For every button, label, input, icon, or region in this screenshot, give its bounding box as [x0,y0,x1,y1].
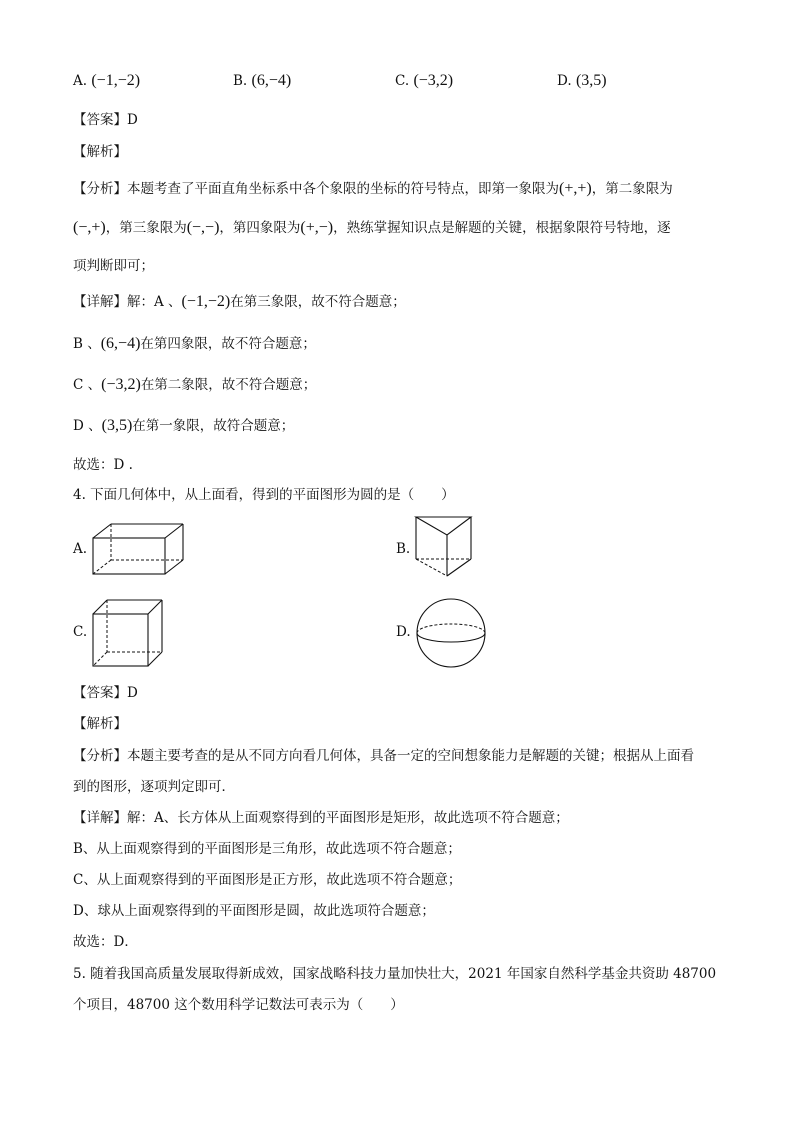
q4-option-b-label: B. [396,541,411,557]
q3-jiexi-heading: 【解析】 [73,144,127,160]
q4-detail-c: C、从上面观察得到的平面图形是正方形，故此选项不符合题意； [73,872,462,888]
q4-detail-d: D、球从上面观察得到的平面图形是圆，故此选项符合题意； [73,903,435,919]
option-a-letter: A. [73,73,88,89]
q4-question: 4. 下面几何体中，从上面看，得到的平面图形为圆的是（ ） [73,487,455,503]
q3-conclusion: 故选：D . [73,457,133,473]
q3-detail-text: 【详解】解：A 、 [73,294,182,310]
q3-detail-coord: (−3,2) [101,376,141,393]
q4-option-d-label: D. [396,624,411,640]
q3-detail-text: 在第三象限，故不符合题意； [230,294,406,310]
q4-detail-a: 【详解】解：A、长方体从上面观察得到的平面图形是矩形，故此选项不符合题意； [73,810,569,826]
option-b-letter: B. [233,73,248,89]
q3-detail-text: 在第四象限，故不符合题意； [140,336,316,352]
q4-option-a-label: A. [73,541,88,557]
q3-detail-coord: (−1,−2) [181,293,231,310]
option-c-coord: (−3,2) [413,72,454,89]
q5-question-line-2: 个项目，48700 这个数用科学记数法可表示为（ ） [73,997,404,1013]
q3-analysis-text: ，第四象限为 [219,220,301,236]
q3-detail-text: C 、 [73,377,102,393]
q5-question-line-1: 5. 随着我国高质量发展取得新成效，国家战略科技力量加快壮大，2021 年国家自然科学基金共资助 48700 [73,966,717,982]
q3-detail-coord: (3,5) [101,417,133,434]
triangular-prism-figure [413,513,475,579]
q3-analysis-text: ，第三象限为 [105,220,187,236]
q3-detail-text: 在第一象限，故符合题意； [132,418,295,434]
q3-detail-b [73,332,316,353]
cube-figure [90,597,166,669]
option-d-letter: D. [557,73,572,89]
q3-analysis-line-2 [73,216,671,237]
q3-detail-coord: (6,−4) [100,335,141,352]
q3-detail-text: B 、 [73,336,101,352]
option-a-coord: (−1,−2) [91,72,141,89]
option-c [395,72,453,90]
q3-analysis-text: 【分析】本题考查了平面直角坐标系中各个象限的坐标的符号特点，即第一象限为 [73,181,559,197]
q3-detail-c [73,373,316,394]
option-c-letter: C. [395,73,410,89]
q4-analysis-line-2: 到的图形，逐项判定即可． [73,779,235,795]
option-a [73,72,140,90]
q3-quadrant-4-sign: (+,−) [300,219,334,236]
q3-detail-text: 在第二象限，故不符合题意； [140,377,317,393]
q4-option-c-label: C. [73,624,88,640]
q4-detail-b: B、从上面观察得到的平面图形是三角形，故此选项不符合题意； [73,841,461,857]
q3-analysis-line-1 [73,177,673,198]
option-d-coord: (3,5) [575,72,607,89]
q4-analysis-line-1: 【分析】本题主要考查的是从不同方向看几何体，具备一定的空间想象能力是解题的关键；根据从上面看 [73,748,694,764]
q3-answer: 【答案】D [73,112,138,128]
q3-detail-d [73,414,294,435]
q3-quadrant-1-sign: (+,+) [559,180,592,197]
q3-analysis-text: ，第二象限为 [591,181,673,197]
option-d [557,72,607,90]
option-b-coord: (6,−4) [251,72,292,89]
q4-answer: 【答案】D [73,685,138,701]
q3-analysis-line-3: 项判断即可； [73,258,154,274]
q3-detail-text: D 、 [73,418,102,434]
q3-quadrant-2-sign: (−,+) [73,219,106,236]
q3-quadrant-3-sign: (−,−) [186,219,220,236]
cuboid-figure [90,521,186,577]
q4-jiexi-heading: 【解析】 [73,716,127,732]
q3-analysis-text: ，熟练掌握知识点是解题的关键，根据象限符号特地，逐 [333,220,671,236]
option-b [233,72,291,90]
sphere-figure [414,597,488,669]
q3-detail-a [73,290,406,311]
q4-conclusion: 故选：D． [73,934,138,950]
